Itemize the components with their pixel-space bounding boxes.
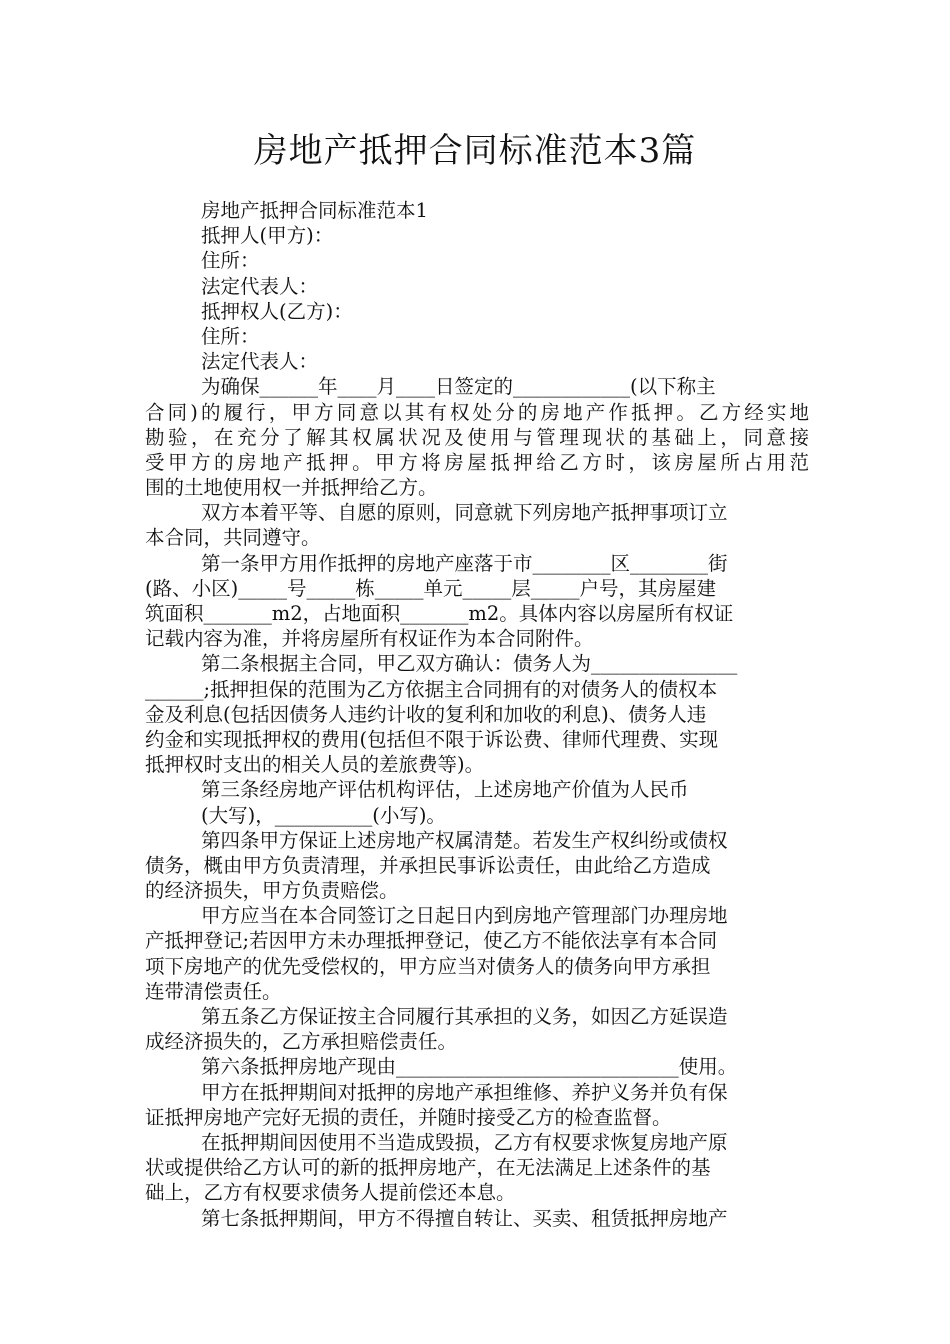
article-1-line: 筑面积_______m2，占地面积_______m2。具体内容以房屋所有权证 <box>145 602 734 625</box>
party-b-representative-label: 法定代表人： <box>201 350 319 374</box>
paragraph-line: 在抵押期间因使用不当造成毁损，乙方有权要求恢复房地产原 <box>201 1130 728 1154</box>
paragraph-line: 甲方应当在本合同签订之日起日内到房地产管理部门办理房地 <box>201 904 728 928</box>
paragraph-line: 础上，乙方有权要求债务人提前偿还本息。 <box>145 1181 516 1205</box>
article-5-line: 第五条乙方保证按主合同履行其承担的义务，如因乙方延误造 <box>201 1005 728 1028</box>
document-title: 房地产抵押合同标准范本3篇 <box>253 131 697 171</box>
section-heading: 房地产抵押合同标准范本1 <box>201 199 428 222</box>
paragraph-line: 甲方在抵押期间对抵押的房地产承担维修、养护义务并负有保 <box>201 1080 728 1104</box>
paragraph-line: 本合同，共同遵守。 <box>145 526 321 550</box>
article-6-line: 第六条抵押房地产现由_____________________________使用。 <box>201 1055 738 1079</box>
article-4-line: 的经济损失，甲方负责赔偿。 <box>145 879 399 903</box>
paragraph-line: 产抵押登记;若因甲方未办理抵押登记，使乙方不能依法享有本合同 <box>145 929 718 953</box>
document-body <box>145 198 809 1231</box>
party-b-label: 抵押权人(乙方)： <box>201 299 353 323</box>
article-3-line: (大写)，__________(小写)。 <box>201 803 446 827</box>
paragraph-line: 项下房地产的优先受偿权的，甲方应当对债务人的债务向甲方承担 <box>145 954 711 978</box>
article-2-line: 约金和实现抵押权的费用(包括但不限于诉讼费、律师代理费、实现 <box>145 727 719 751</box>
party-b-address-label: 住所： <box>201 324 260 348</box>
paragraph-line: 证抵押房地产完好无损的责任，并随时接受乙方的检查监督。 <box>145 1105 672 1129</box>
article-4-line: 第四条甲方保证上述房地产权属清楚。若发生产权纠纷或债权 <box>201 828 728 852</box>
paragraph-line: 合同)的履行，甲方同意以其有权处分的房地产作抵押。乙方经实地 <box>145 400 809 424</box>
paragraph-line: 围的土地使用权一并抵押给乙方。 <box>145 476 438 500</box>
paragraph-line: 状或提供给乙方认可的新的抵押房地产，在无法满足上述条件的基 <box>145 1156 711 1180</box>
article-7-line: 第七条抵押期间，甲方不得擅自转让、买卖、租赁抵押房地产 <box>201 1206 728 1230</box>
article-2-line: 金及利息(包括因债务人违约计收的复利和加收的利息)、债务人违 <box>145 702 707 726</box>
article-2-line: ______;抵押担保的范围为乙方依据主合同拥有的对债务人的债权本 <box>145 677 718 701</box>
article-5-line: 成经济损失的，乙方承担赔偿责任。 <box>145 1030 458 1054</box>
paragraph-line: 受甲方的房地产抵押。甲方将房屋抵押给乙方时，该房屋所占用范 <box>145 450 809 474</box>
article-1-line: 第一条甲方用作抵押的房地产座落于市________区________街 <box>201 551 728 575</box>
paragraph-line: 为确保______年____月____日签定的____________(以下称主 <box>201 375 716 399</box>
article-2-line: 抵押权时支出的相关人员的差旅费等)。 <box>145 753 485 777</box>
paragraph-line: 双方本着平等、自愿的原则，同意就下列房地产抵押事项订立 <box>201 501 728 525</box>
paragraph-line: 勘验，在充分了解其权属状况及使用与管理现状的基础上，同意接 <box>145 425 809 449</box>
article-1-line: 记载内容为准，并将房屋所有权证作为本合同附件。 <box>145 627 594 651</box>
article-2-line: 第二条根据主合同，甲乙双方确认：债务人为_______________ <box>201 652 738 676</box>
article-4-line: 债务，概由甲方负责清理，并承担民事诉讼责任，由此给乙方造成 <box>145 853 711 877</box>
party-a-address-label: 住所： <box>201 249 260 273</box>
party-a-label: 抵押人(甲方)： <box>201 224 334 248</box>
party-a-representative-label: 法定代表人： <box>201 274 319 298</box>
paragraph-line: 连带清偿责任。 <box>145 979 282 1003</box>
article-1-line: (路、小区)_____号_____栋_____单元_____层_____户号，其房屋建 <box>145 576 716 600</box>
article-3-line: 第三条经房地产评估机构评估，上述房地产价值为人民币 <box>201 778 689 802</box>
